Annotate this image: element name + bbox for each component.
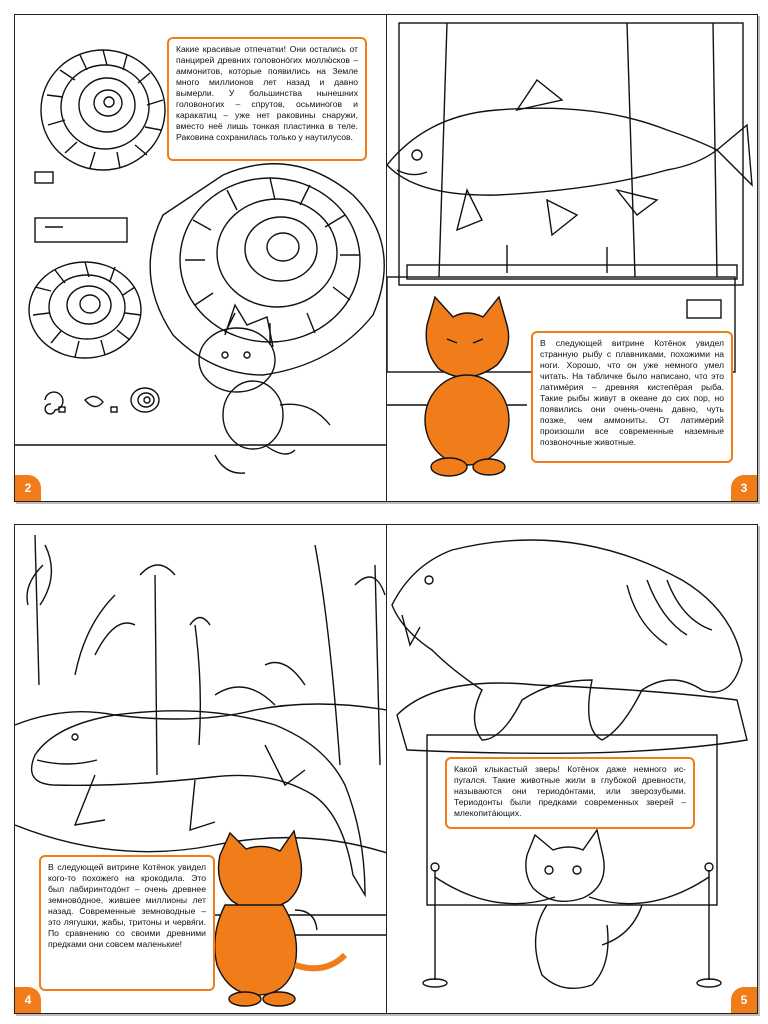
rope-barrier <box>423 863 721 987</box>
page-2 <box>14 14 388 502</box>
ammonite-fossil-spiral <box>29 262 141 358</box>
kitten-outline <box>526 830 642 988</box>
small-shells <box>45 388 159 414</box>
label-plate <box>35 172 53 183</box>
page-number: 3 <box>731 475 757 501</box>
page-3 <box>386 14 758 502</box>
callout-text: В следующей витрине Котёнок увидел кого-то похожего на крокодила. Это был лабиринтодóнт – очень древнее земновóдное, жившее миллионы лет назад. Современные земноводные – это лягушки, жабы, тритоны и червя́ги. По сравнению со своими древними предками они совсем маленькие! <box>39 855 215 991</box>
label-plate <box>35 218 127 242</box>
theriodont-beast <box>392 540 742 740</box>
callout-text: В следующей витрине Котёнок увидел странную рыбу с плавниками, похожими на ноги. Хорошо, что он уже немного умел читать. На табличке было написано, что это латимéрия – древняя кистепёрая рыба. Такие рыбы живут в океане до сих пор, но появились они очень-очень давно, чуть позже, чем аммониты. От латимерий произошли все современные наземные позвоночные животные. <box>531 331 733 463</box>
ammonite-fossil-large <box>41 50 165 170</box>
ammonite-fossil-sculpture <box>150 164 384 375</box>
page-5 <box>386 524 758 1014</box>
callout-text: Какие красивые отпечатки! Они остались от панцирей древних головонóгих моллю́сков – аммонитов, которые появились на Земле много миллионов лет назад и давно вымерли. У большинства нынешних головоногих – спрутов, осьминогов и каракатиц – уже нет раковины снаружи, вместо неё лишь тонкая пластинка в теле. Раковина сохранилась только у наутилусов. <box>167 37 367 161</box>
page-4 <box>14 524 388 1014</box>
callout-text: Какой клыкастый зверь! Котёнок даже немного испугался. Такие животные жили в глубокой древности, называются они териодóнтами, или зверозубыми. Териодонты были предками современных зверей – млекопитáющих. <box>445 757 695 829</box>
kitten-outline <box>199 305 330 473</box>
page-number: 4 <box>15 987 41 1013</box>
page-number: 5 <box>731 987 757 1013</box>
page-number: 2 <box>15 475 41 501</box>
rock-base <box>397 683 747 753</box>
